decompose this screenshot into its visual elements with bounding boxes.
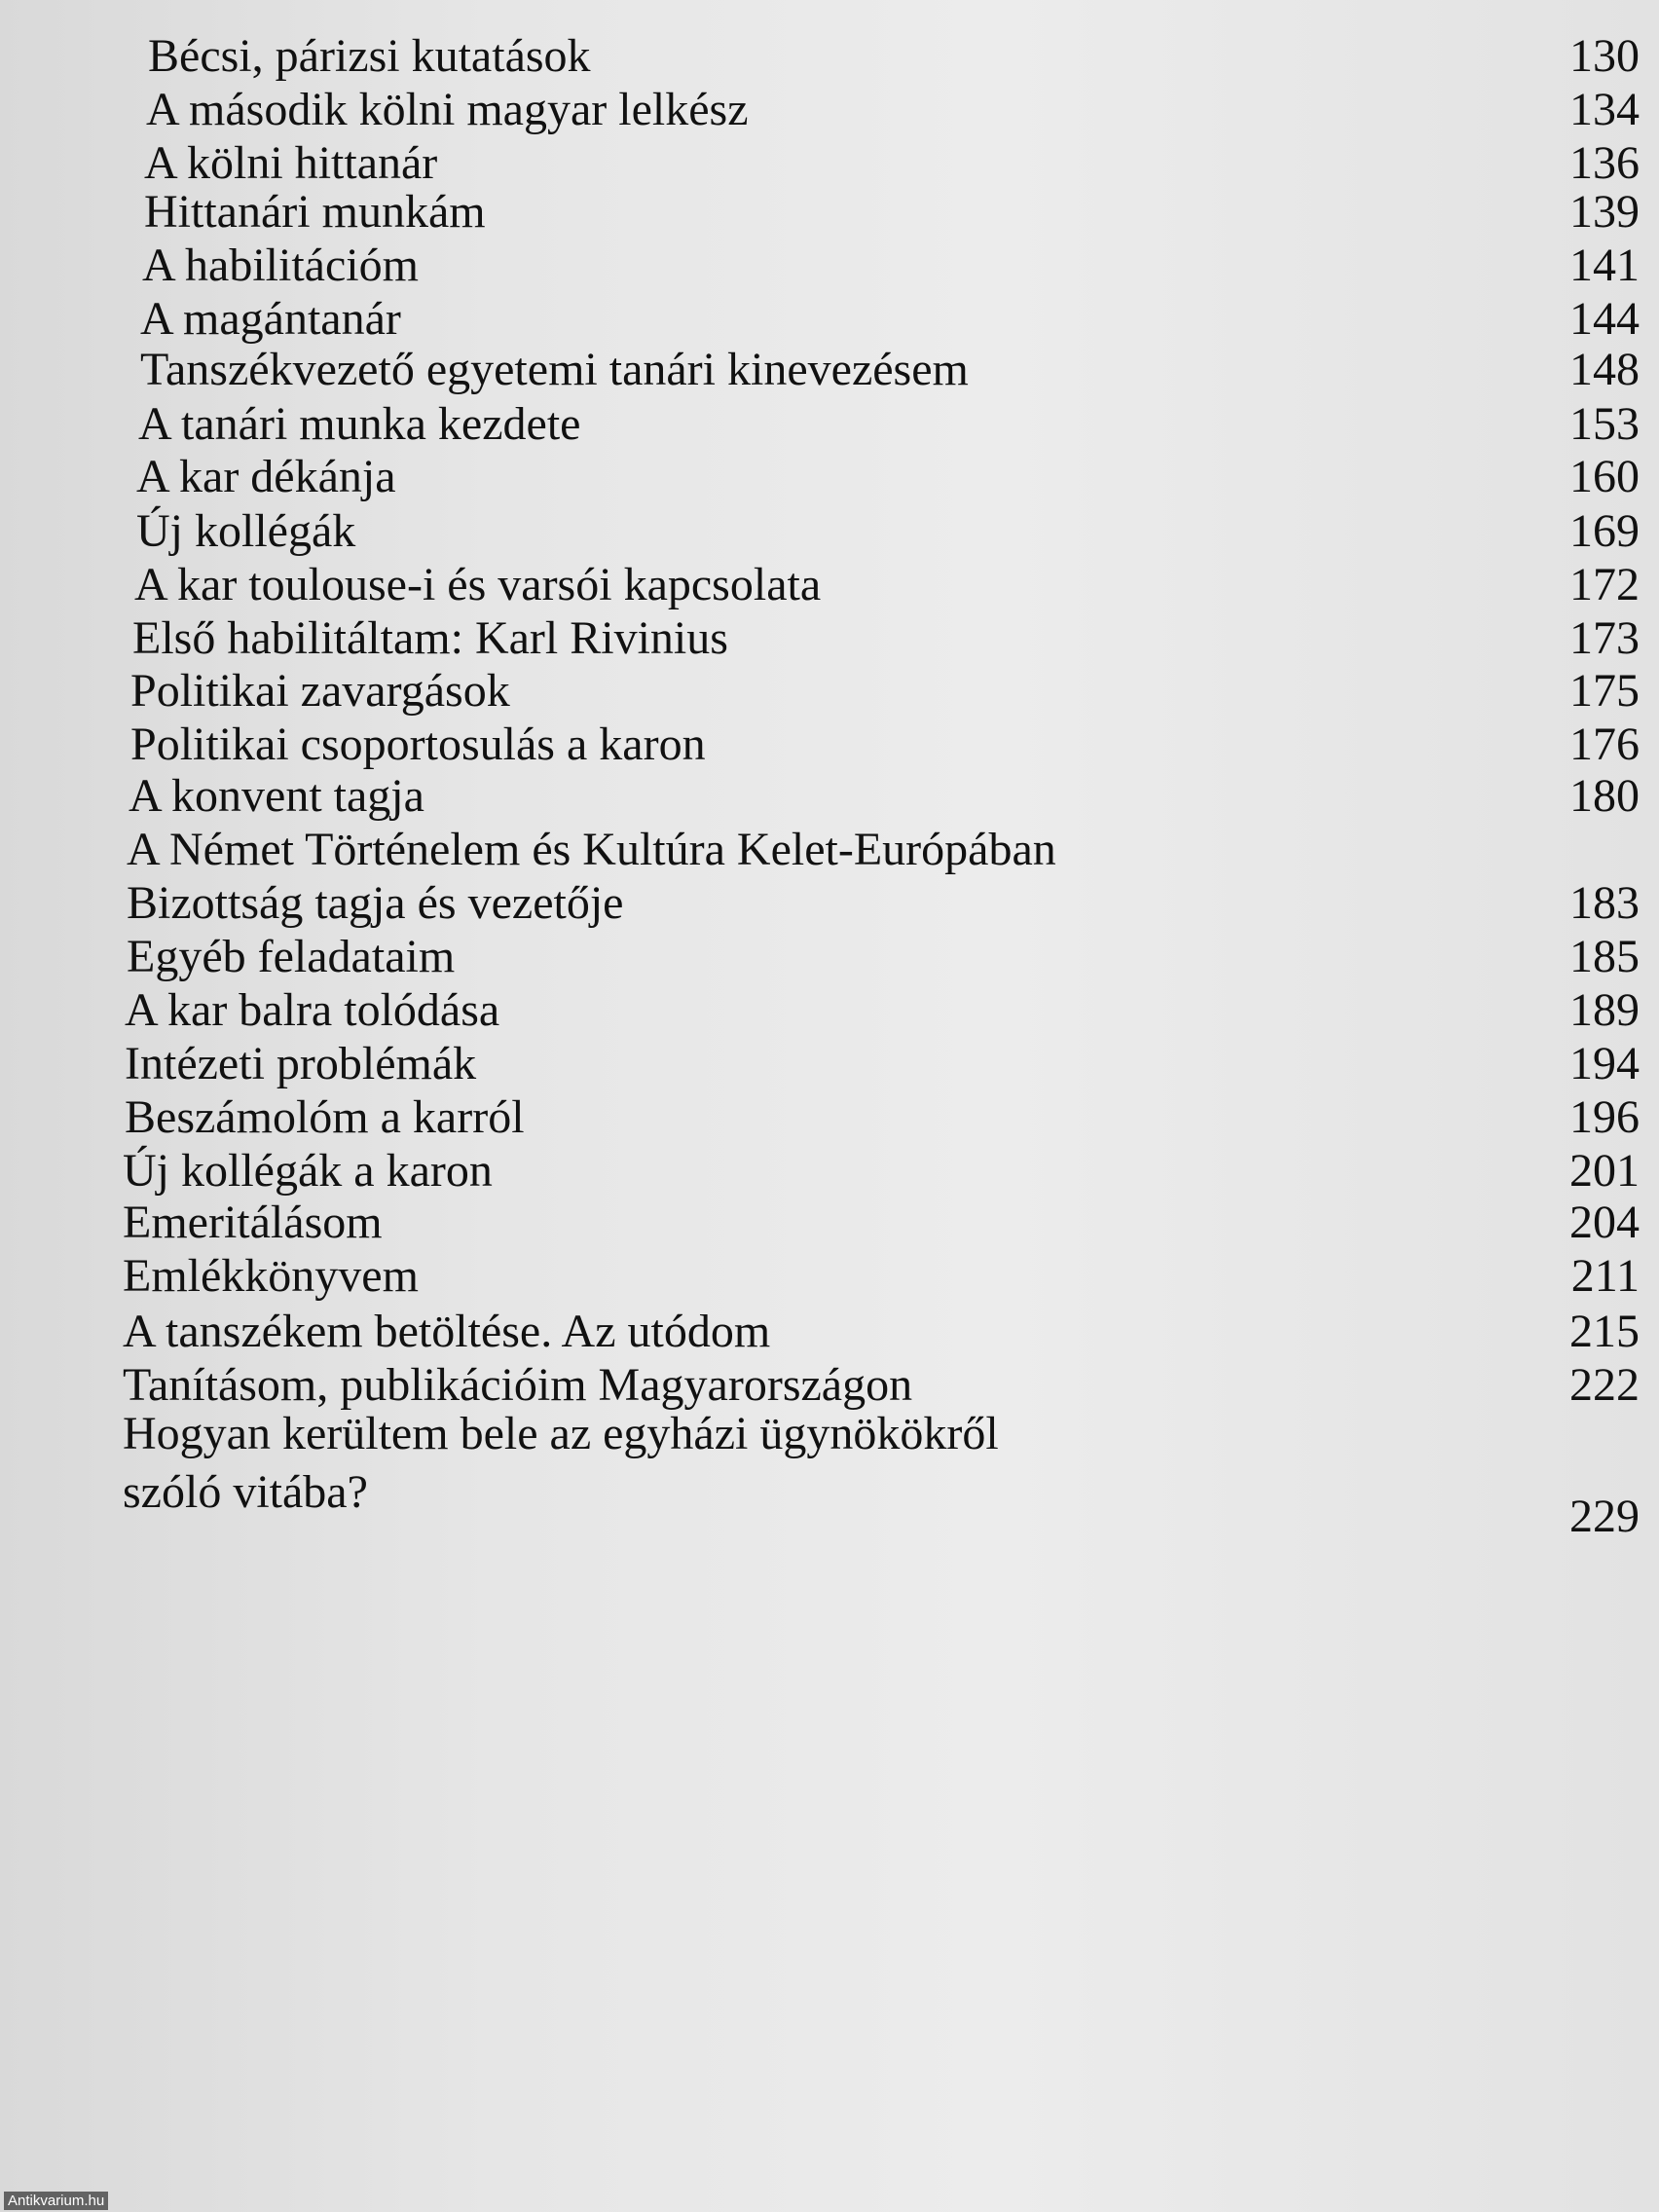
toc-entry-title: szóló vitába? xyxy=(123,1466,368,1518)
toc-entry-page: 211 xyxy=(1570,1250,1640,1302)
toc-entry-page: 139 xyxy=(1569,186,1640,238)
toc-entry-title: A kar dékánja xyxy=(136,451,396,502)
toc-entry-title: Új kollégák a karon xyxy=(123,1145,493,1197)
toc-entry-title: A magántanár xyxy=(140,293,401,345)
toc-entry-page: 201 xyxy=(1569,1145,1640,1197)
toc-entry-title: Emeritálásom xyxy=(123,1197,383,1248)
toc-entry-title: Politikai csoportosulás a karon xyxy=(130,719,706,770)
toc-entry-page: 144 xyxy=(1569,293,1640,345)
toc-entry-page: 169 xyxy=(1569,505,1640,557)
watermark: Antikvarium.hu xyxy=(4,2192,108,2210)
toc-entry-title: Hogyan kerültem bele az egyházi ügynökökről xyxy=(123,1408,999,1459)
toc-entry-page: 141 xyxy=(1569,240,1640,291)
toc-entry-page: 176 xyxy=(1569,719,1640,770)
toc-entry-page: 175 xyxy=(1569,665,1640,717)
toc-entry-title: A tanszékem betöltése. Az utódom xyxy=(123,1306,771,1357)
toc-entry-title: Első habilitáltam: Karl Rivinius xyxy=(132,612,728,664)
toc-entry-page: 172 xyxy=(1569,559,1640,610)
toc-entry-page: 134 xyxy=(1569,84,1640,135)
toc-entry-title: Beszámolóm a karról xyxy=(125,1091,525,1143)
toc-entry-page: 185 xyxy=(1569,931,1640,982)
toc-entry-title: A kölni hittanár xyxy=(144,137,438,189)
toc-entry-page: 173 xyxy=(1569,612,1640,664)
toc-entry-page: 183 xyxy=(1569,877,1640,929)
toc-entry-title: A második kölni magyar lelkész xyxy=(146,84,749,135)
toc-entry-page: 136 xyxy=(1569,137,1640,189)
toc-entry-page: 148 xyxy=(1569,344,1640,395)
toc-entry-title: Új kollégák xyxy=(136,505,356,557)
toc-entry-page: 153 xyxy=(1569,398,1640,450)
toc-entry-page: 189 xyxy=(1569,984,1640,1036)
toc-entry-title: A kar toulouse-i és varsói kapcsolata xyxy=(134,559,822,610)
toc-entry-title: A kar balra tolódása xyxy=(125,984,500,1036)
toc-entry-title: A habilitációm xyxy=(142,240,419,291)
toc-entry-page: 130 xyxy=(1569,30,1640,82)
toc-entry-page: 180 xyxy=(1569,770,1640,822)
toc-entry-page: 194 xyxy=(1569,1038,1640,1089)
toc-entry-page: 160 xyxy=(1569,451,1640,502)
toc-entry-page: 215 xyxy=(1569,1306,1640,1357)
toc-entry-page: 204 xyxy=(1569,1197,1640,1248)
toc-entry-title: Egyéb feladataim xyxy=(127,931,456,982)
toc-entry-title: Bécsi, párizsi kutatások xyxy=(148,30,591,82)
toc-entry-title: Intézeti problémák xyxy=(125,1038,477,1089)
toc-entry-page: 229 xyxy=(1569,1491,1640,1542)
toc-entry-title: Tanításom, publikációim Magyarországon xyxy=(123,1359,913,1411)
toc-entry-title: Emlékkönyvem xyxy=(123,1250,419,1302)
toc-entry-page: 222 xyxy=(1569,1359,1640,1411)
toc-entry-page: 196 xyxy=(1569,1091,1640,1143)
toc-entry-title: Politikai zavargások xyxy=(130,665,510,717)
toc-entry-title: Hittanári munkám xyxy=(144,186,486,238)
toc-entry-title: Tanszékvezető egyetemi tanári kinevezésem xyxy=(140,344,969,395)
toc-entry-title: A Német Történelem és Kultúra Kelet-Európában xyxy=(127,824,1056,875)
toc-entry-title: Bizottság tagja és vezetője xyxy=(127,877,624,929)
toc-entry-title: A tanári munka kezdete xyxy=(138,398,581,450)
toc-entry-title: A konvent tagja xyxy=(129,770,424,822)
